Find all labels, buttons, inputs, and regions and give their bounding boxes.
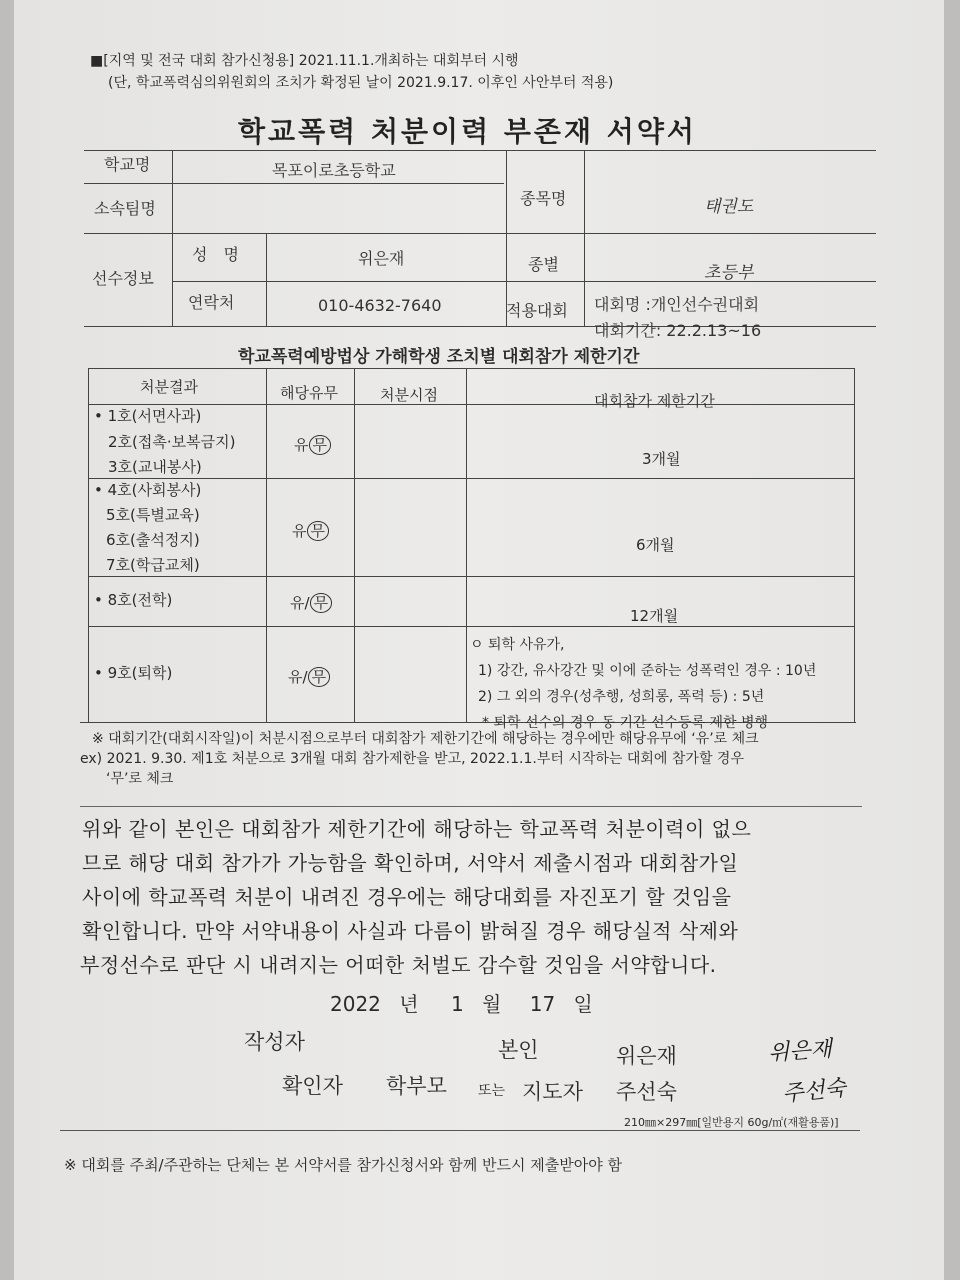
note-3: ‘무’로 체크 <box>106 771 174 787</box>
row3-result-1: • 8호(전학) <box>94 591 173 609</box>
row4-yes: 유 <box>288 668 303 686</box>
restriction-table-top-border <box>88 368 854 369</box>
restriction-table-col-line <box>354 368 355 722</box>
row1-yes: 유 <box>294 436 309 454</box>
confirmer-name: 주선숙 <box>616 1080 677 1104</box>
header-restriction-period: 대회참가 제한기간 <box>594 392 715 410</box>
date-month: 1 <box>450 992 464 1016</box>
restriction-table-col-line <box>466 368 467 722</box>
restriction-table-col-line <box>854 368 855 722</box>
school-value: 목포이로초등학교 <box>272 161 396 180</box>
row4-period-line-3: 2) 그 외의 경우(성추행, 성희롱, 폭력 등) : 5년 <box>478 689 765 705</box>
row2-result-3: 6호(출석정지) <box>106 531 200 549</box>
date-year: 2022 <box>330 992 381 1016</box>
pledge-line-4: 확인합니다. 만약 서약내용이 사실과 다름이 밝혀질 경우 해당실적 삭제와 <box>82 919 739 943</box>
confirmer-label: 확인자 <box>282 1074 343 1098</box>
pledge-line-3: 사이에 학교폭력 처분이 내려진 경우에는 해당대회를 자진포기 할 것임을 <box>82 885 732 909</box>
row2-result-2: 5호(특별교육) <box>106 506 200 524</box>
row1-check <box>294 434 331 455</box>
header-result: 처분결과 <box>140 378 198 396</box>
confirmer-signature: 주선숙 <box>781 1075 848 1108</box>
pledge-line-1: 위와 같이 본인은 대회참가 제한기간에 해당하는 학교폭력 처분이력이 없으 <box>82 817 752 841</box>
row2-result-1: • 4호(사회봉사) <box>94 481 202 499</box>
row3-no-circled: 무 <box>310 593 333 613</box>
info-table-col-line <box>266 233 267 326</box>
info-table-row-line <box>84 183 504 184</box>
or-label: 또는 <box>478 1083 506 1099</box>
pledge-date <box>330 988 593 1017</box>
note-2: ex) 2021. 9.30. 제1호 처분으로 3개월 대회 참가제한을 받고, 2022.1.1.부터 시작하는 대회에 참가할 경우 <box>80 751 744 767</box>
school-label: 학교명 <box>104 155 151 174</box>
date-month-unit: 월 <box>482 992 502 1016</box>
row2-period: 6개월 <box>636 536 675 554</box>
row3-period: 12개월 <box>630 607 679 625</box>
row4-check: 유/ 무 <box>288 666 330 687</box>
name-label: 성 명 <box>192 245 239 264</box>
pledge-divider <box>80 806 862 807</box>
pledge-line-5: 부정선수로 판단 시 내려지는 어떠한 처벌도 감수할 것임을 서약합니다. <box>80 953 717 977</box>
row4-result-1: • 9호(퇴학) <box>94 664 173 682</box>
competition-name: 대회명 :개인선수권대회 <box>594 295 760 314</box>
footer-divider <box>60 1130 860 1131</box>
notice-line-1: ■[지역 및 전국 대회 참가신청용] 2021.11.1.개최하는 대회부터 시행 <box>90 53 519 69</box>
division-value: 초등부 <box>704 263 754 283</box>
row4-no-circled: 무 <box>308 667 331 687</box>
self-label: 본인 <box>498 1038 539 1062</box>
competition-period: 대회기간: 22.2.13~16 <box>594 321 762 340</box>
notice-line-2: (단, 학교폭력심의위원회의 조치가 확정된 날이 2021.9.17. 이후인 사안부터 적용) <box>108 75 614 91</box>
restriction-table-row-line <box>88 626 854 627</box>
info-table-row-line <box>172 281 876 282</box>
author-label: 작성자 <box>244 1030 305 1054</box>
row2-check <box>292 520 329 541</box>
date-year-unit: 년 <box>399 992 419 1016</box>
event-label: 종목명 <box>520 189 567 208</box>
row1-result-1: • 1호(서면사과) <box>94 407 202 425</box>
date-day: 17 <box>529 992 556 1016</box>
row2-no-circled: 무 <box>307 521 330 541</box>
row4-period-line-4: * 퇴학 선수의 경우 동 기간 선수등록 제한 병행 <box>482 715 769 731</box>
restriction-table-row-line <box>88 478 854 479</box>
header-disposition-time: 처분시점 <box>380 386 438 404</box>
row1-result-3: 3호(교내봉사) <box>108 458 202 476</box>
event-value: 태권도 <box>704 197 754 217</box>
footer-note: ※ 대회를 주최/주관하는 단체는 본 서약서를 참가신청서와 함께 반드시 제출받아야 함 <box>64 1156 622 1174</box>
row3-yes: 유 <box>290 594 305 612</box>
paper-spec: 210㎜×297㎜[일반용지 60g/㎡(재활용품)] <box>624 1116 839 1129</box>
info-table-col-line <box>584 150 585 326</box>
competition-label: 적용대회 <box>506 301 568 320</box>
self-signature: 위은재 <box>767 1036 833 1067</box>
coach-label: 지도자 <box>522 1080 583 1104</box>
name-value: 위은재 <box>358 249 405 268</box>
contact-value: 010-4632-7640 <box>318 296 442 315</box>
self-name: 위은재 <box>616 1044 677 1068</box>
restriction-table-row-line <box>88 404 854 405</box>
division-label: 종별 <box>528 255 559 274</box>
restriction-table-col-line <box>88 368 89 722</box>
contact-label: 연락처 <box>188 293 235 312</box>
restriction-table-col-line <box>266 368 267 722</box>
note-1: ※ 대회기간(대회시작일)이 처분시점으로부터 대회참가 제한기간에 해당하는 경우에만 해당유무에 ‘유’로 체크 <box>92 731 759 747</box>
parent-label: 학부모 <box>386 1074 447 1098</box>
info-table-row-line <box>84 233 876 234</box>
row4-period-line-1: ㅇ 퇴학 사유가, <box>470 637 565 653</box>
row1-period: 3개월 <box>642 450 681 468</box>
restriction-table-title: 학교폭력예방법상 가해학생 조치별 대회참가 제한기간 <box>238 347 640 367</box>
restriction-table-row-line <box>88 576 854 577</box>
info-table-top-border <box>84 150 876 151</box>
row2-yes: 유 <box>292 522 307 540</box>
athlete-info-label: 선수정보 <box>92 269 154 288</box>
row4-period-line-2: 1) 강간, 유사강간 및 이에 준하는 성폭력인 경우 : 10년 <box>478 663 817 679</box>
date-day-unit: 일 <box>573 992 593 1016</box>
row1-no-circled: 무 <box>309 435 332 455</box>
row1-result-2: 2호(접촉·보복금지) <box>108 433 236 451</box>
page-title: 학교폭력 처분이력 부존재 서약서 <box>238 115 697 148</box>
pledge-line-2: 므로 해당 대회 참가가 가능함을 확인하며, 서약서 제출시점과 대회참가일 <box>82 851 739 875</box>
row2-result-4: 7호(학급교체) <box>106 556 200 574</box>
header-applicable: 해당유무 <box>280 384 338 402</box>
team-label: 소속팀명 <box>94 199 156 218</box>
row3-check: 유/ 무 <box>290 592 332 613</box>
info-table-col-line <box>172 150 173 326</box>
